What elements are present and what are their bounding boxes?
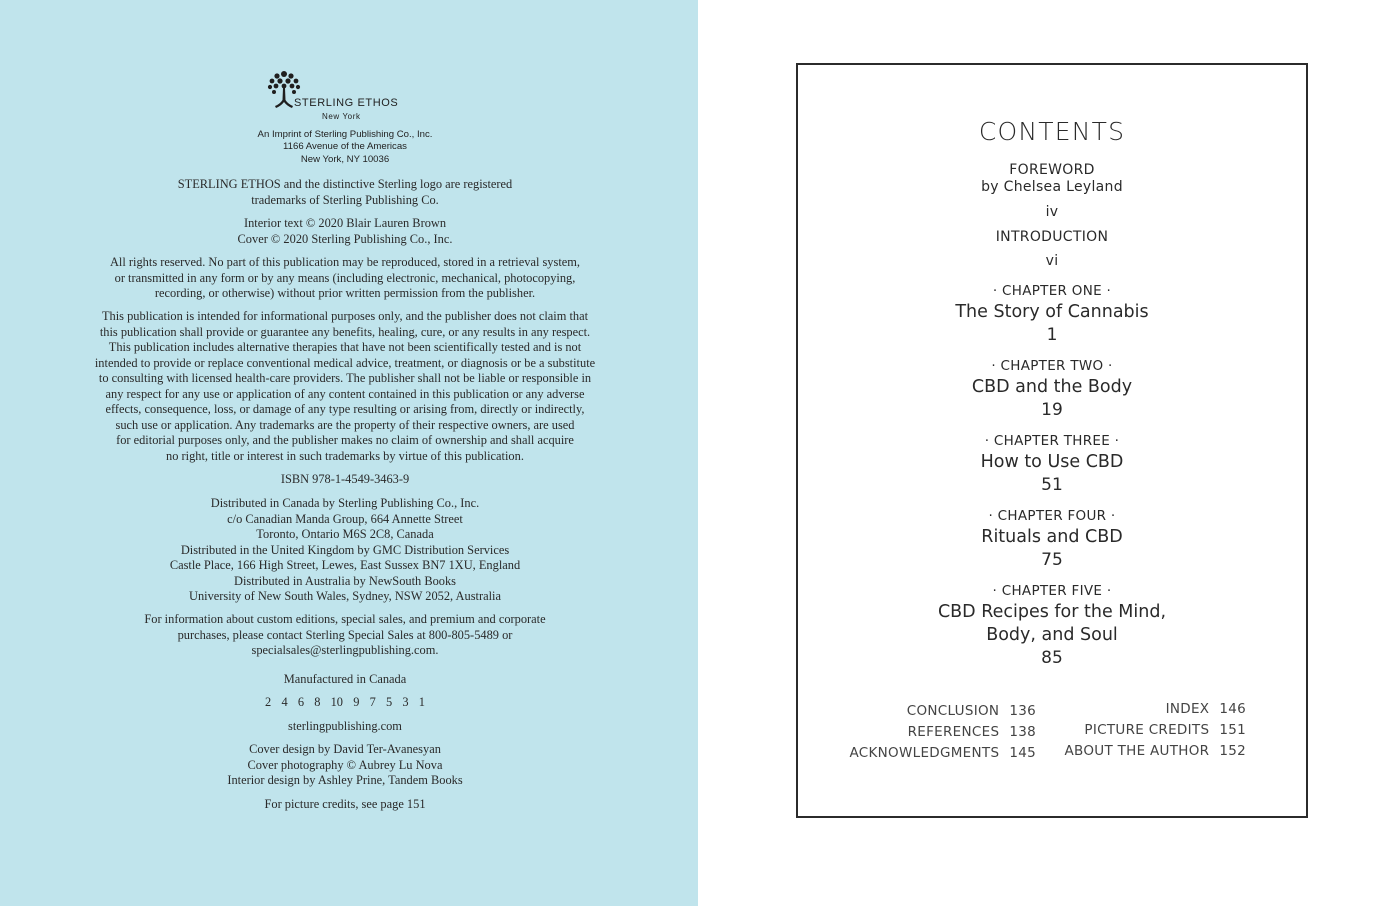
toc-entry-label: ACKNOWLEDGMENTS [849,745,1000,761]
special-sales-notice [40,612,650,659]
distribution-notice [40,496,650,605]
toc-entry [1084,722,1246,738]
text-line: Cover design by David Ter-Avanesyan [249,742,441,756]
toc-entry-label: CONCLUSION [906,703,1000,719]
toc-entry [1064,743,1246,759]
text-line: any respect for any use or application of any content contained in this publication or any adverse [105,386,585,401]
text-line: effects, consequence, loss, or damage of any type resulting or arising from, directly or indirectly, [105,402,585,416]
text-line: Distributed in Canada by Sterling Publishing Co., Inc. [210,496,480,510]
toc-entry [1166,701,1246,717]
text-line: New York, NY 10036 [300,153,390,165]
text-line: Castle Place, 166 High Street, Lewes, East Sussex BN7 1XU, England [169,558,521,572]
printing-line [40,695,650,711]
foreword-byline: by Chelsea Leyland [981,179,1123,195]
sterling-ethos-logo [266,70,406,122]
text-line: Distributed in the United Kingdom by GMC Distribution Services [180,542,510,557]
chapter-title: CBD and the Body [971,377,1133,397]
chapter-title: Rituals and CBD [981,527,1123,547]
text-line: This publication includes alternative therapies that have not been scientifically tested and is not [108,340,582,354]
toc-entry-label: ABOUT THE AUTHOR [1064,743,1210,759]
text-line: Cover © 2020 Sterling Publishing Co., Inc. [237,231,453,246]
text-line: For picture credits, see page 151 [264,797,426,811]
brand-city: New York [322,112,361,121]
toc-entry-page: 145 [1009,745,1036,761]
disclaimer [40,309,650,464]
text-line: Interior design by Ashley Prine, Tandem Books [227,773,463,787]
chapter-page: 19 [1041,400,1063,420]
text-line: Distributed in Australia by NewSouth Books [234,573,456,588]
chapter-title: CBD Recipes for the Mind, [937,602,1167,622]
isbn-text: ISBN 978-1-4549-3463-9 [280,472,410,486]
text-line: or transmitted in any form or by any means (including electronic, mechanical, photocopying, [114,270,576,285]
website-text: sterlingpublishing.com [288,719,402,733]
rights-notice [40,255,650,302]
website [40,719,650,735]
text-line: This publication is intended for informational purposes only, and the publisher does not claim that [101,309,589,323]
toc-entry-page: 146 [1219,701,1246,717]
text-line: such use or application. Any trademarks are the property of their respective owners, are used [115,417,575,432]
foreword-label: FOREWORD [1009,162,1095,178]
copyright-notice [40,216,650,247]
back-matter-right [1048,701,1246,767]
brand-name: STERLING ETHOS [294,97,399,109]
toc-entry [849,745,1036,761]
text-line: Interior text © 2020 Blair Lauren Brown [243,216,447,230]
toc-entry [907,703,1036,719]
chapter-title: The Story of Cannabis [955,302,1149,322]
introduction-page: vi [1045,253,1059,269]
chapter-label: · CHAPTER FOUR · [988,508,1116,524]
introduction-label: INTRODUCTION [995,229,1109,245]
picture-credits-note [40,797,650,813]
chapter-label: · CHAPTER FIVE · [992,583,1112,599]
toc-entry-page: 136 [1009,703,1036,719]
text-line: no right, title or interest in such trademarks by virtue of this publication. [166,448,524,463]
toc-entry-label: INDEX [1165,701,1210,717]
toc-entry-page: 138 [1009,724,1036,740]
toc-entry-label: PICTURE CREDITS [1084,722,1210,738]
text-line: c/o Canadian Manda Group, 664 Annette Street [227,511,463,526]
text-line: intended to provide or replace conventional medical advice, treatment, or diagnosis or be a substitute [94,355,596,370]
text-line: All rights reserved. No part of this publication may be reproduced, stored in a retrieval system, [109,255,581,269]
text-line: recording, or otherwise) without prior written permission from the publisher. [154,286,536,300]
trademark-notice [40,177,650,208]
text-line: purchases, please contact Sterling Special Sales at 800-805-5489 or [177,627,513,642]
chapter-label: · CHAPTER ONE · [992,283,1112,299]
text-line: University of New South Wales, Sydney, NSW 2052, Australia [189,589,501,603]
chapter-page: 51 [1041,475,1063,495]
toc-entry [908,724,1036,740]
toc-entry-page: 151 [1219,722,1246,738]
back-matter-left [798,703,1036,769]
contents-frame [796,63,1308,818]
text-line: 1166 Avenue of the Americas [283,141,407,153]
contents-title: CONTENTS [978,117,1126,146]
manufactured-notice [40,672,650,688]
text-line: An Imprint of Sterling Publishing Co., Inc. [257,129,433,140]
text-line: specialsales@sterlingpublishing.com. [251,643,439,657]
text-line: Toronto, Ontario M6S 2C8, Canada [256,527,434,541]
design-credits [40,742,650,789]
text-line: Cover photography © Aubrey Lu Nova [247,757,443,772]
foreword-page: iv [1045,204,1059,220]
toc-entry-page: 152 [1219,743,1246,759]
chapter-page: 75 [1041,550,1063,570]
isbn [40,472,650,488]
text-line: STERLING ETHOS and the distinctive Sterling logo are registered [177,177,513,191]
toc-entry-label: REFERENCES [907,724,1000,740]
chapter-title: How to Use CBD [980,452,1124,472]
chapter-label: · CHAPTER TWO · [991,358,1113,374]
text-line: For information about custom editions, special sales, and premium and corporate [144,612,546,626]
imprint-address [145,129,545,166]
chapter-page: 85 [1041,648,1063,668]
text-line: Manufactured in Canada [283,672,407,686]
text-line: for editorial purposes only, and the publisher makes no claim of ownership and shall acquire [116,433,574,447]
text-line: this publication shall provide or guarantee any benefits, healing, cure, or any results in any respect. [99,324,591,339]
text-line: trademarks of Sterling Publishing Co. [251,192,439,207]
chapter-page: 1 [1046,325,1058,345]
chapter-label: · CHAPTER THREE · [984,433,1120,449]
chapter-title: Body, and Soul [986,625,1118,645]
text-line: 2 4 6 8 10 9 7 5 3 1 [265,695,425,709]
text-line: to consulting with licensed health-care providers. The publisher shall not be liable or responsible in [98,371,592,385]
